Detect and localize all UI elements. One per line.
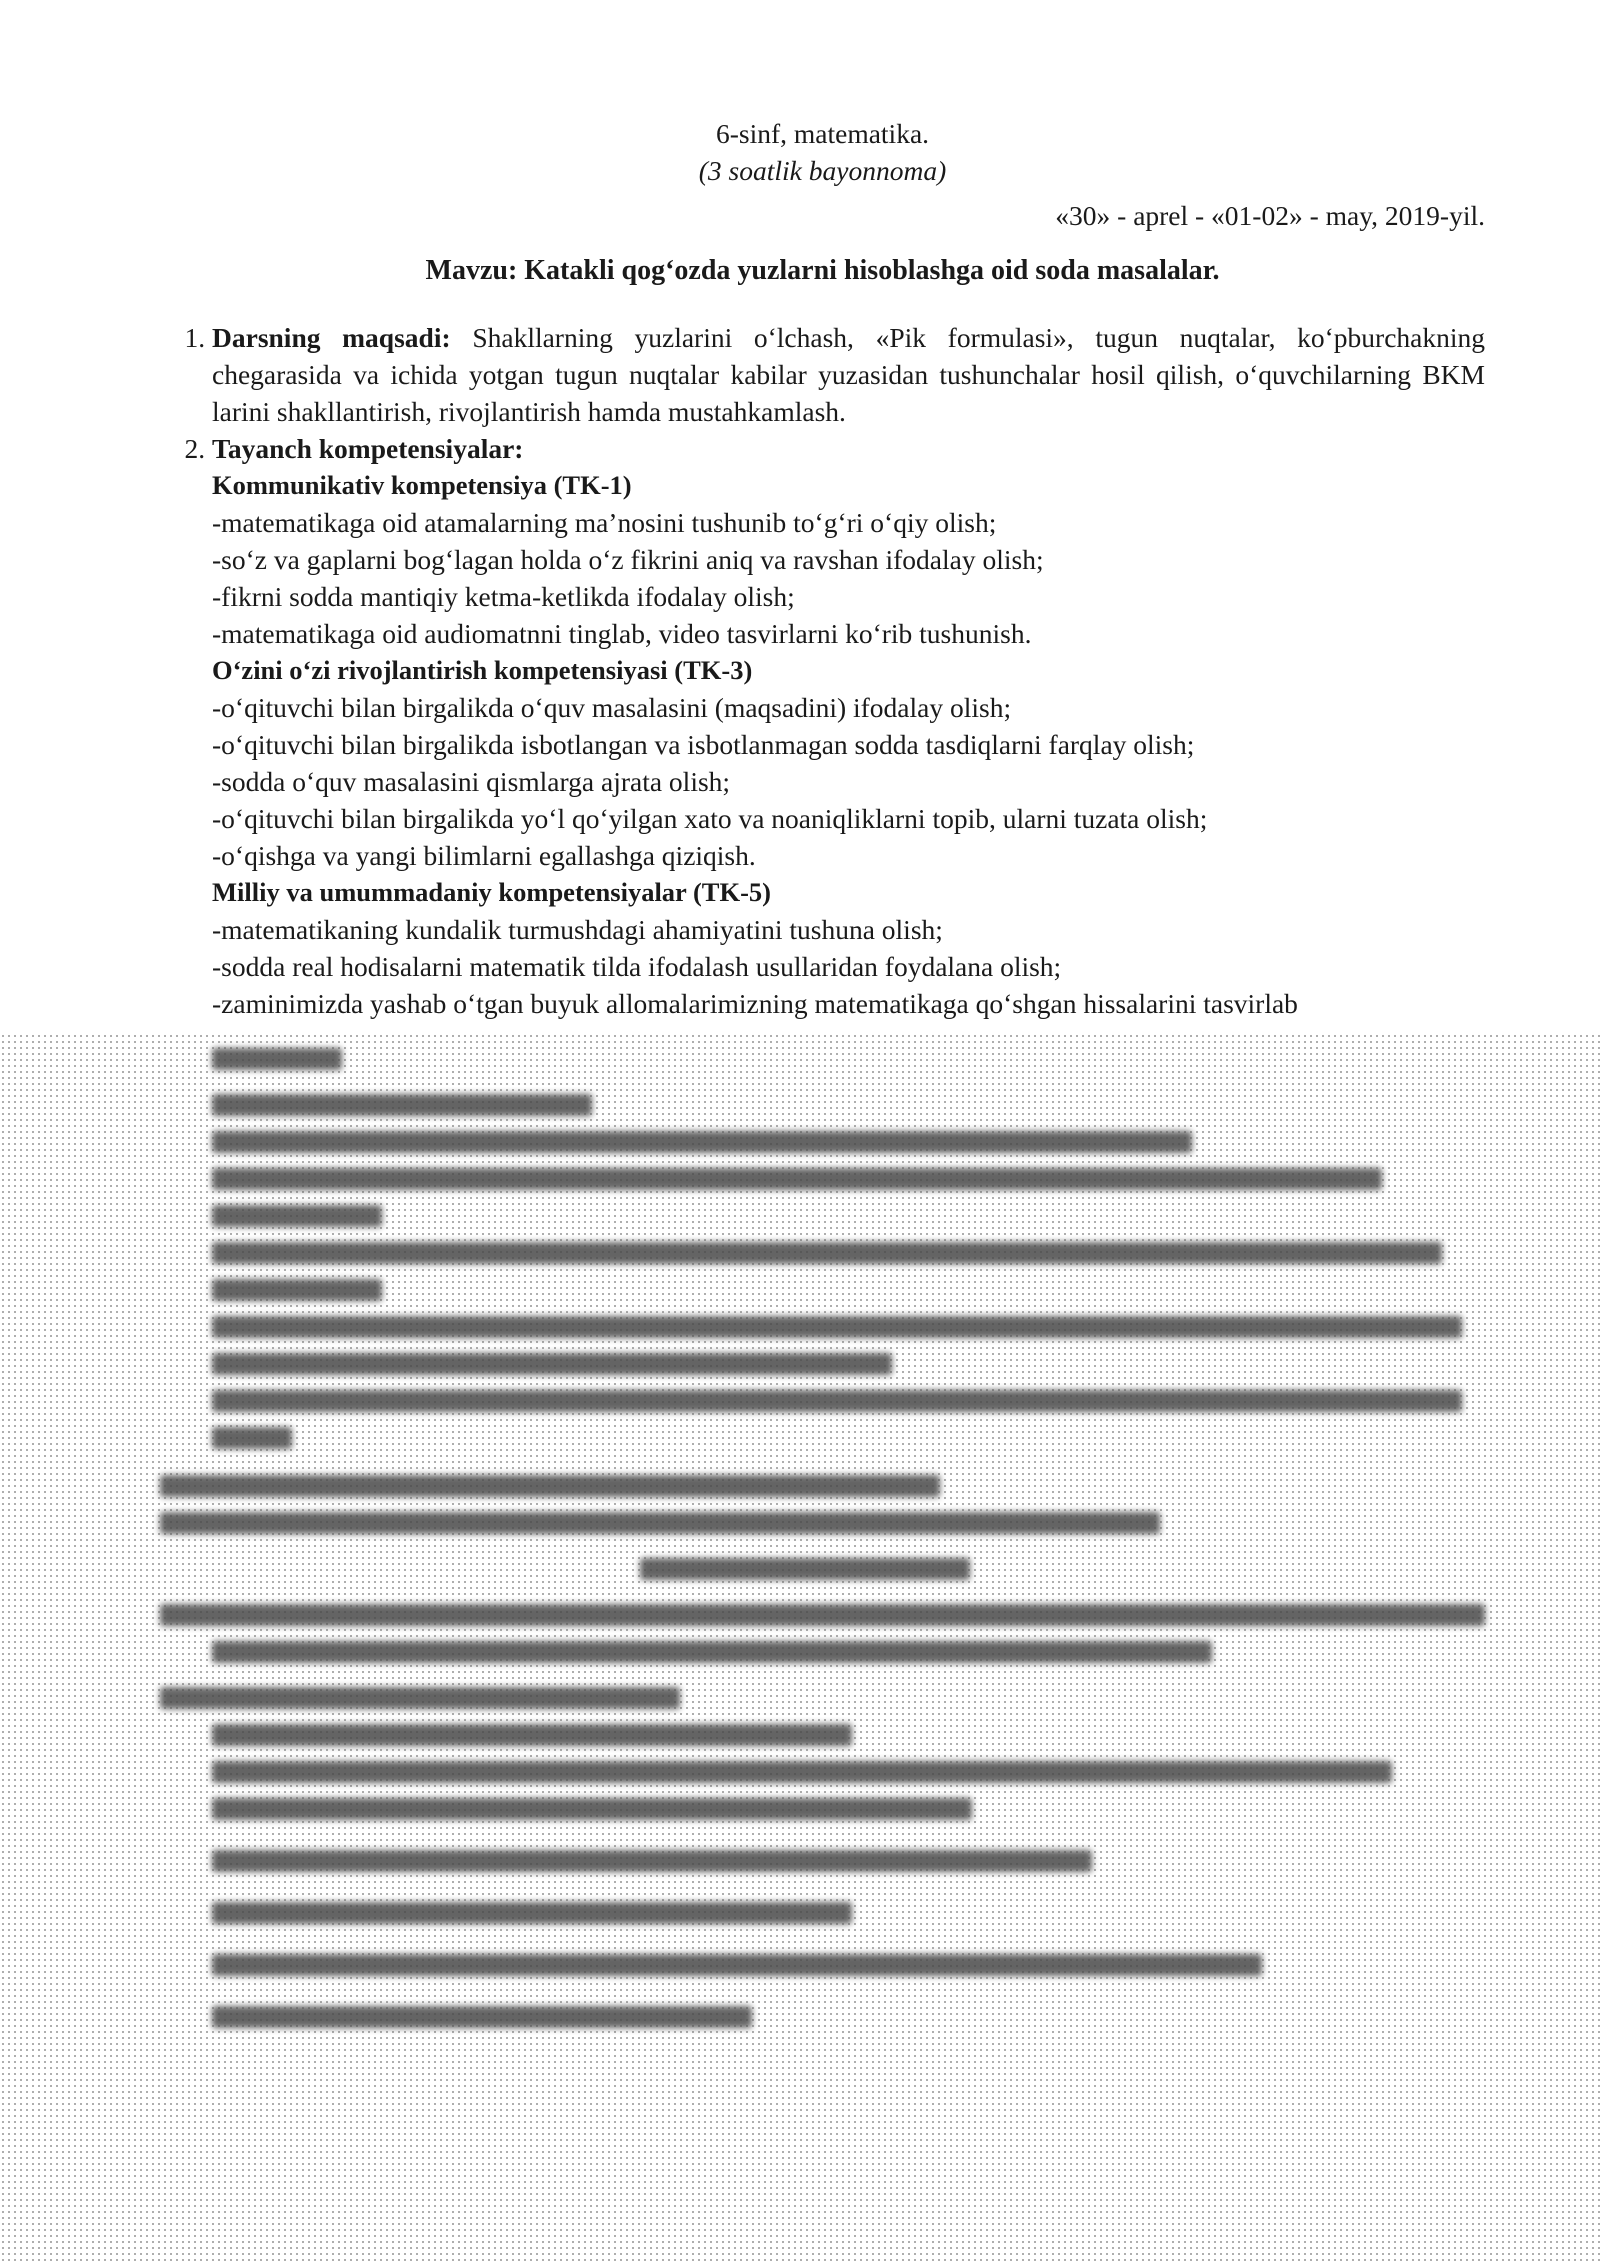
competency-group-title: Kommunikativ kompetensiya (TK-1)	[212, 470, 632, 500]
competency-item: -sodda real hodisalarni matematik tilda ifodalash usullaridan foydalana olish;	[212, 951, 1062, 982]
lesson-date: «30» - aprel - «01-02» - may, 2019-yil.	[1055, 200, 1485, 231]
obscured-text-placeholder	[160, 1033, 1485, 2042]
competency-item: -o‘qituvchi bilan birgalikda isbotlangan va isbotlanmagan sodda tasdiqlarni farqlay olish;	[212, 729, 1195, 760]
competency-item: -sodda o‘quv masalasini qismlarga ajrata olish;	[212, 766, 731, 797]
section-competencies	[212, 430, 1485, 1022]
competency-group-title: O‘zini o‘zi rivojlantirish kompetensiyasi (TK-3)	[212, 655, 753, 685]
competency-item: -o‘qituvchi bilan birgalikda yo‘l qo‘yilgan xato va noaniqliklarni topib, ularni tuzata olish;	[212, 803, 1208, 834]
plan-type: (3 soatlik bayonnoma)	[698, 155, 947, 186]
document-content	[160, 115, 1485, 1022]
competency-item: -o‘qishga va yangi bilimlarni egallashga qiziqish.	[212, 840, 756, 871]
section-goal-text: Shakllarning yuzlarini o‘lchash, «Pik formulasi», tugun nuqtalar, ko‘pburchakning chegarasida va ichida yotgan tugun nuqtalar kabilar yuzasidan tushunchalar hosil qilish, o‘quvchilarning BKM larini shakllantirish, rivojlantirish hamda mustahkamlash.	[212, 322, 1486, 427]
competency-item: -zaminimizda yashab o‘tgan buyuk allomalarimizning matematikaga qo‘shgan hissalarini tasvirlab	[212, 988, 1298, 1019]
grade-subject: 6-sinf, matematika.	[715, 118, 930, 149]
competency-item: -matematikaga oid audiomatnni tinglab, video tasvirlarni ko‘rib tushunish.	[212, 618, 1032, 649]
section-goal	[212, 319, 1485, 430]
lesson-sections	[160, 319, 1485, 1022]
competency-item: -so‘z va gaplarni bog‘lagan holda o‘z fikrini aniq va ravshan ifodalay olish;	[212, 544, 1044, 575]
competency-group-title: Milliy va umummadaniy kompetensiyalar (TK-5)	[212, 877, 771, 907]
competency-item: -matematikaning kundalik turmushdagi ahamiyatini tushuna olish;	[212, 914, 943, 945]
competency-item: -matematikaga oid atamalarning ma’nosini tushunib to‘g‘ri o‘qiy olish;	[212, 507, 997, 538]
section-competencies-label: Tayanch kompetensiyalar:	[212, 433, 524, 464]
section-goal-label: Darsning maqsadi:	[212, 322, 451, 353]
lesson-topic: Mavzu: Katakli qog‘ozda yuzlarni hisoblashga oid soda masalalar.	[425, 255, 1220, 286]
competency-item: -o‘qituvchi bilan birgalikda o‘quv masalasini (maqsadini) ifodalay olish;	[212, 692, 1012, 723]
competency-item: -fikrni sodda mantiqiy ketma-ketlikda ifodalay olish;	[212, 581, 795, 612]
